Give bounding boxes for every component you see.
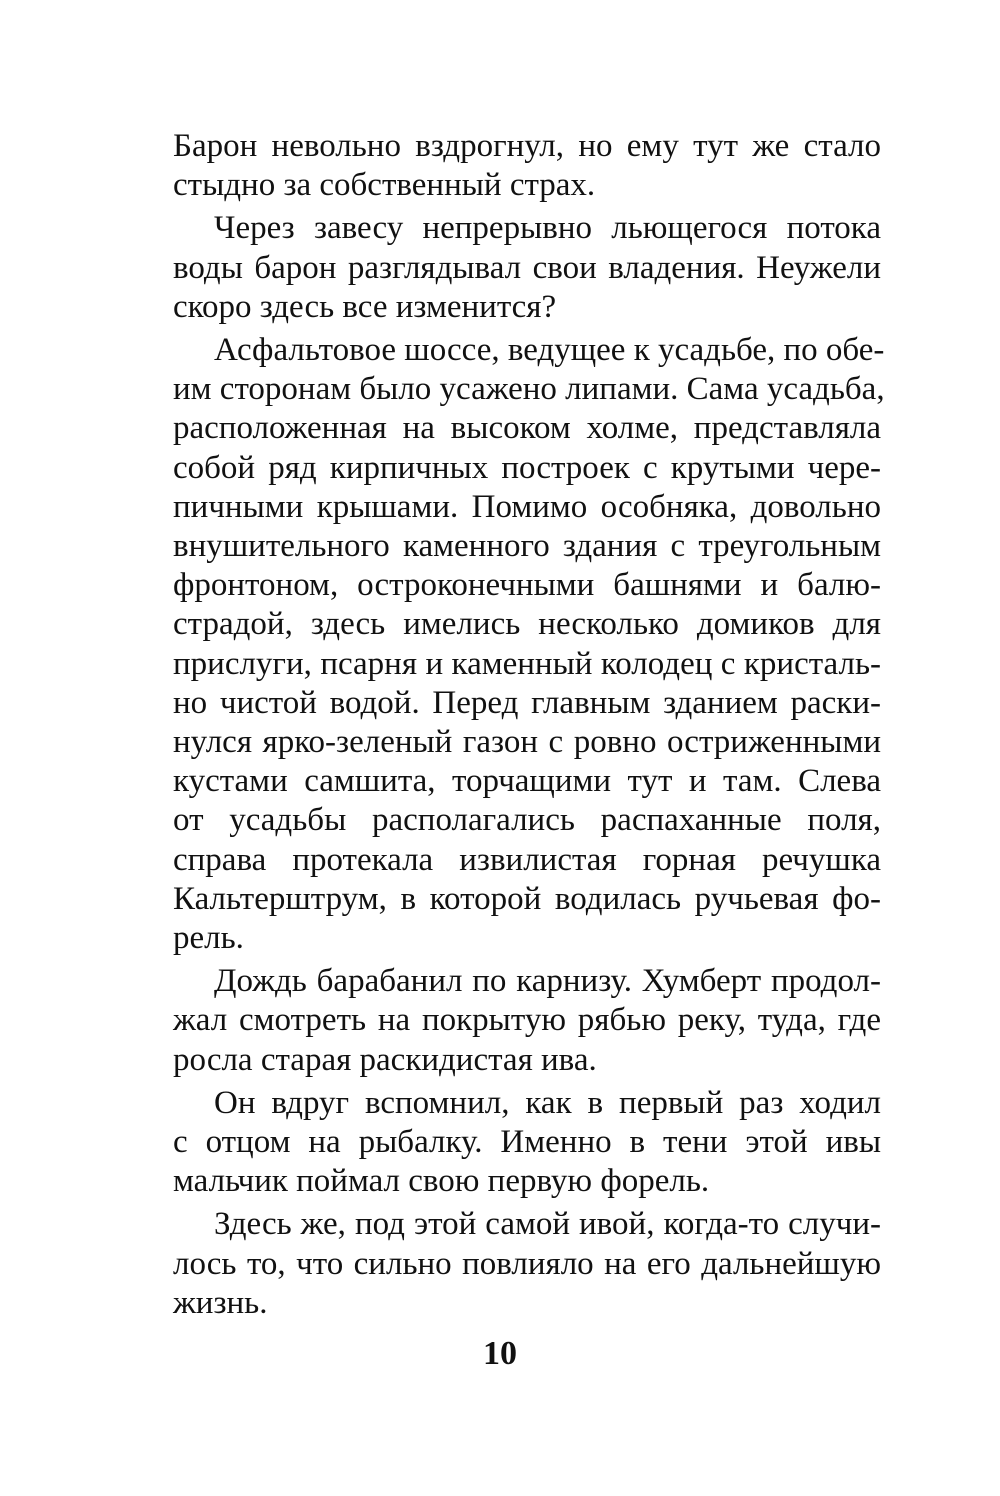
text-line: Дождь барабанил по карнизу. Хумберт продол- (214, 963, 881, 1000)
text-line: Кальтерштрум, в которой водилась ручьевая фо- (173, 880, 881, 917)
text-line: жизнь. (173, 1284, 268, 1321)
text-line: страдой, здесь имелись несколько домиков для (173, 606, 881, 643)
text-line: кустами самшита, торчащими тут и там. Слева (173, 763, 881, 800)
text-line: справа протекала извилистая горная речушка (173, 841, 881, 878)
text-line: лось то, что сильно повлияло на его дальнейшую (173, 1245, 881, 1282)
text-line: прислуги, псарня и каменный колодец с кристаль- (173, 645, 881, 682)
text-line: пичными крышами. Помимо особняка, довольно (173, 488, 881, 525)
text-line: с отцом на рыбалку. Именно в тени этой ивы (173, 1124, 881, 1161)
text-line: воды барон разглядывал свои владения. Неужели (173, 249, 881, 286)
text-line: скоро здесь все изменится? (173, 288, 557, 325)
body-text (173, 127, 885, 1327)
text-line: рель. (173, 920, 244, 957)
text-line: расположенная на высоком холме, представляла (173, 410, 881, 447)
text-line: мальчик поймал свою первую форель. (173, 1163, 710, 1200)
text-line: Через завесу непрерывно льющегося потока (214, 210, 881, 247)
text-line: фронтоном, остроконечными башнями и балю- (173, 567, 881, 604)
paragraph (173, 209, 881, 327)
text-line: жал смотреть на покрытую рябью реку, туда, где (173, 1002, 881, 1039)
text-line: Асфальтовое шоссе, ведущее к усадьбе, по обе- (214, 332, 885, 369)
text-line: собой ряд кирпичных построек с крутыми чере- (173, 449, 881, 486)
paragraph (173, 1205, 881, 1323)
text-line: нулся ярко-зеленый газон с ровно остриженными (173, 724, 881, 761)
text-line: от усадьбы располагались распаханные поля, (173, 802, 881, 839)
text-line: Барон невольно вздрогнул, но ему тут же стало (173, 128, 881, 164)
text-line: им сторонам было усажено липами. Сама усадьба, (173, 371, 885, 408)
text-line: Он вдруг вспомнил, как в первый раз ходил (214, 1084, 881, 1121)
paragraph (173, 962, 881, 1080)
paragraph (173, 331, 885, 958)
text-line: внушительного каменного здания с треугольным (173, 528, 881, 565)
text-line: стыдно за собственный страх. (173, 167, 596, 204)
text-line: Здесь же, под этой самой ивой, когда-то случи- (214, 1206, 881, 1243)
paragraph (173, 127, 881, 205)
paragraph (173, 1084, 881, 1202)
page-number: 10 (483, 1335, 517, 1372)
text-line: но чистой водой. Перед главным зданием раски- (173, 684, 881, 721)
text-line: росла старая раскидистая ива. (173, 1041, 597, 1078)
